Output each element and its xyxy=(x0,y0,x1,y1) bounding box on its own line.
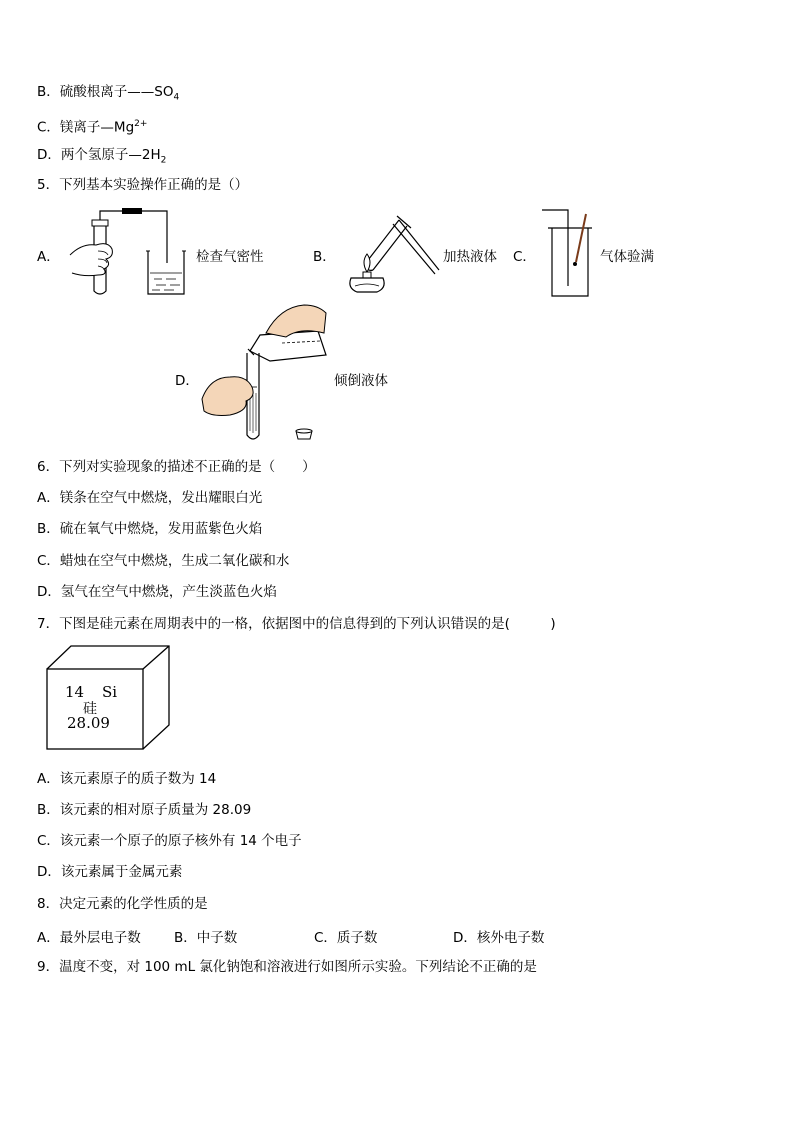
q4-option-d xyxy=(37,146,166,170)
q5-option-d-caption: 倾倒液体 xyxy=(334,373,388,389)
q7-option-c: C．该元素一个原子的原子核外有 14 个电子 xyxy=(37,833,302,849)
q6-option-c: C．蜡烛在空气中燃烧，生成二氧化碳和水 xyxy=(37,553,290,569)
q4-option-c-superscript: 2+ xyxy=(134,119,148,129)
q7-option-a: A．该元素原子的质子数为 14 xyxy=(37,771,217,787)
q7-stem: 7．下图是硅元素在周期表中的一格，依据图中的信息得到的下列认识错误的是( ) xyxy=(37,616,556,632)
element-symbol: Si xyxy=(102,683,118,701)
q7-option-b: B．该元素的相对原子质量为 28.09 xyxy=(37,802,252,818)
q5-option-b-letter: B． xyxy=(313,249,336,265)
q5-option-a-caption: 检查气密性 xyxy=(196,249,264,265)
q4-option-d-subscript: 2 xyxy=(160,155,167,166)
q5-option-b-caption: 加热液体 xyxy=(443,249,497,265)
q6-stem: 6．下列对实验现象的描述不正确的是（ ） xyxy=(37,459,316,475)
q4-option-b xyxy=(37,83,179,107)
q5-option-a-letter: A． xyxy=(37,249,60,265)
q8-option-d: D．核外电子数 xyxy=(453,930,545,946)
q6-option-d: D．氢气在空气中燃烧，产生淡蓝色火焰 xyxy=(37,584,277,600)
q8-option-a: A．最外层电子数 xyxy=(37,930,141,946)
q4-option-d-text: D．两个氢原子—2H xyxy=(37,147,161,163)
q8-stem: 8．决定元素的化学性质的是 xyxy=(37,896,208,912)
gas-full-test-illustration xyxy=(538,204,598,300)
element-name: 硅 xyxy=(83,701,97,717)
q6-option-a: A．镁条在空气中燃烧，发出耀眼白光 xyxy=(37,490,263,506)
q5-option-c-caption: 气体验满 xyxy=(600,249,654,265)
airtightness-check-illustration xyxy=(62,203,197,298)
q5-option-d-letter: D． xyxy=(175,373,199,389)
q4-option-b-subscript: 4 xyxy=(173,92,180,103)
q7-option-d: D．该元素属于金属元素 xyxy=(37,864,183,880)
q9-stem: 9．温度不变，对 100 mL 氯化钠饱和溶液进行如图所示实验。下列结论不正确的是 xyxy=(37,959,537,975)
element-atomic-number: 14 xyxy=(65,683,85,701)
q6-option-b: B．硫在氧气中燃烧，发用蓝紫色火焰 xyxy=(37,521,263,537)
element-atomic-mass: 28.09 xyxy=(67,714,110,732)
pouring-liquid-illustration xyxy=(200,303,330,443)
q5-stem: 5．下列基本实验操作正确的是（） xyxy=(37,177,249,193)
q8-option-c: C．质子数 xyxy=(314,930,378,946)
q4-option-b-text: B．硫酸根离子——SO xyxy=(37,84,174,100)
q5-option-c-letter: C． xyxy=(513,249,536,265)
q4-option-c xyxy=(37,115,147,137)
heating-liquid-illustration xyxy=(337,206,442,296)
q4-option-c-text: C．镁离子—Mg xyxy=(37,119,135,136)
q8-option-b: B．中子数 xyxy=(174,930,238,946)
